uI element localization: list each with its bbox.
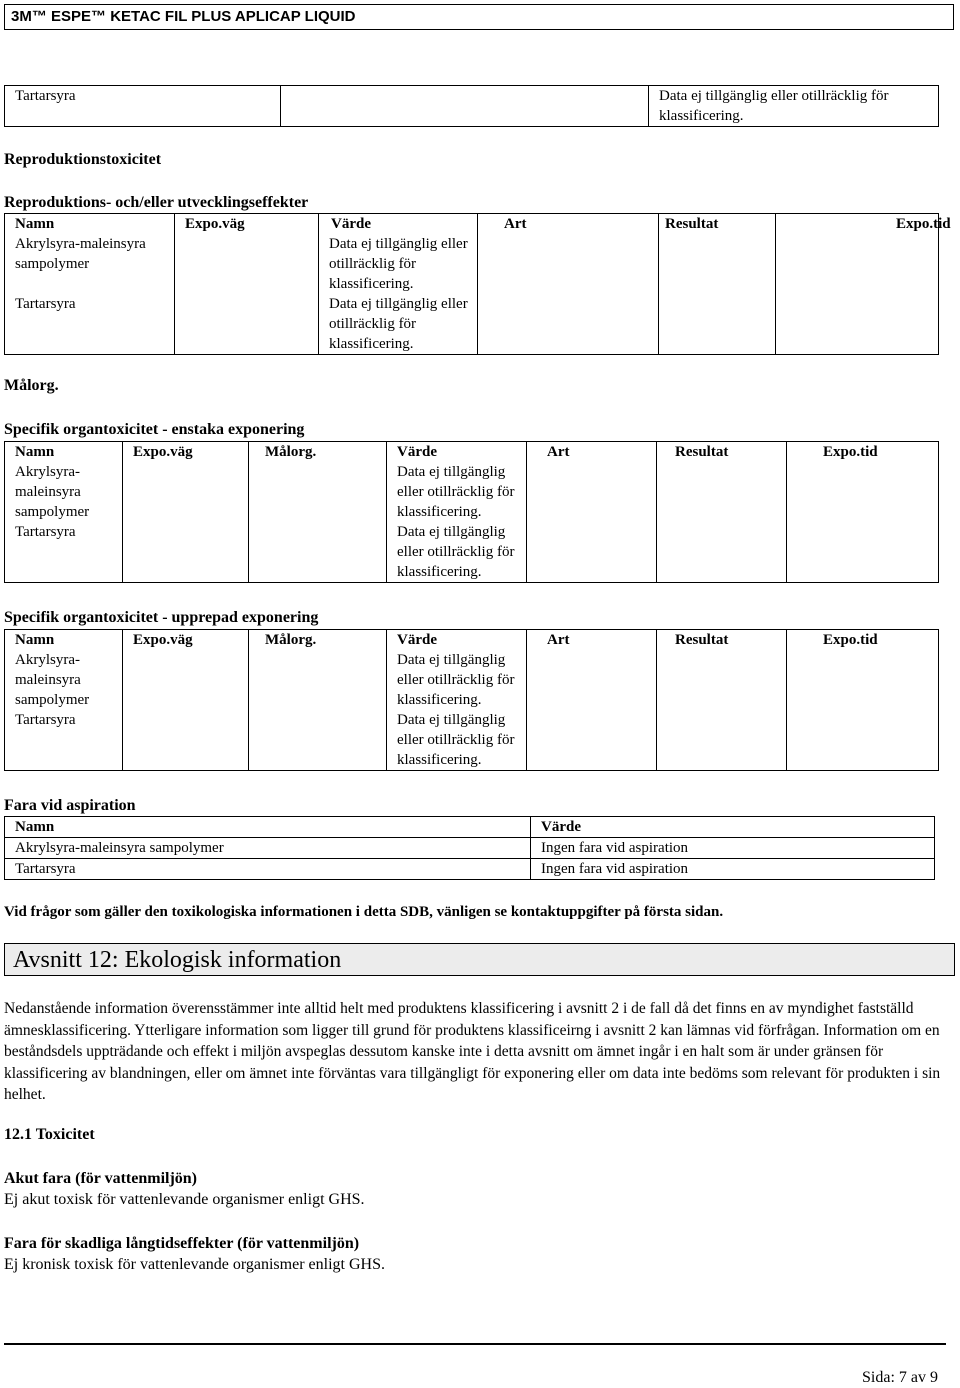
table-row	[5, 86, 939, 127]
col-header: Värde	[531, 817, 935, 838]
table-row	[5, 859, 935, 880]
col-header: Namn	[5, 442, 123, 463]
col-header: Resultat	[659, 214, 776, 235]
repro-table	[4, 213, 951, 355]
col-header: Målorg.	[249, 630, 387, 651]
single-exposure-heading: Specifik organtoxicitet - enstaka exponering	[4, 421, 305, 438]
value-cell: Data ej tillgänglig eller otillräcklig för klassificering.	[387, 710, 527, 771]
document-header: 3M™ ESPE™ KETAC FIL PLUS APLICAP LIQUID	[4, 4, 954, 30]
col-header: Namn	[5, 817, 531, 838]
substance-name: Akrylsyra-maleinsyra sampolymer	[5, 650, 123, 710]
page-number: Sida: 7 av 9	[862, 1369, 938, 1386]
table-row	[5, 462, 939, 522]
repro-heading: Reproduktionstoxicitet	[4, 151, 162, 168]
footer-divider	[4, 1343, 946, 1345]
table-row	[5, 838, 935, 859]
target-organ-heading: Målorg.	[4, 377, 59, 394]
col-header: Namn	[5, 214, 175, 235]
table-row	[5, 234, 939, 294]
value-cell: Data ej tillgänglig eller otillräcklig för klassificering.	[387, 462, 527, 522]
substance-name: Akrylsyra-maleinsyra sampolymer	[5, 234, 175, 294]
toxicity-heading: 12.1 Toxicitet	[4, 1126, 95, 1143]
aspiration-heading: Fara vid aspiration	[4, 797, 136, 814]
col-header: Expo.tid	[776, 214, 939, 235]
substance-name: Akrylsyra-maleinsyra sampolymer	[5, 462, 123, 522]
col-header: Art	[478, 214, 659, 235]
col-header: Expo.väg	[123, 630, 249, 651]
col-header: Art	[527, 442, 657, 463]
value-cell: Ingen fara vid aspiration	[531, 859, 935, 880]
substance-name: Tartarsyra	[5, 86, 281, 127]
substance-name: Tartarsyra	[5, 859, 531, 880]
aspiration-table	[4, 816, 935, 880]
repeated-exposure-heading: Specifik organtoxicitet - upprepad exponering	[4, 609, 319, 626]
table-row	[5, 710, 939, 771]
value-cell: Data ej tillgänglig eller otillräcklig för klassificering.	[649, 86, 939, 127]
table-header-row	[5, 630, 939, 651]
col-header: Namn	[5, 630, 123, 651]
carcinogenicity-continuation-table	[4, 85, 939, 127]
substance-name: Akrylsyra-maleinsyra sampolymer	[5, 838, 531, 859]
value-cell: Data ej tillgänglig eller otillräcklig för klassificering.	[319, 294, 478, 355]
value-cell: Data ej tillgänglig eller otillräcklig för klassificering.	[319, 234, 478, 294]
col-header: Resultat	[657, 630, 787, 651]
repro-subheading: Reproduktions- och/eller utvecklingseffekter	[4, 194, 309, 211]
col-header: Resultat	[657, 442, 787, 463]
col-header: Värde	[387, 442, 527, 463]
acute-hazard-heading: Akut fara (för vattenmiljön)	[4, 1170, 198, 1187]
substance-name: Tartarsyra	[5, 522, 123, 583]
substance-name: Tartarsyra	[5, 710, 123, 771]
value-cell: Data ej tillgänglig eller otillräcklig för klassificering.	[387, 522, 527, 583]
col-header: Art	[527, 630, 657, 651]
value-cell: Ingen fara vid aspiration	[531, 838, 935, 859]
chronic-hazard-text: Ej kronisk toxisk för vattenlevande organismer enligt GHS.	[4, 1256, 385, 1273]
table-header-row	[5, 817, 935, 838]
table-row	[5, 522, 939, 583]
acute-hazard-text: Ej akut toxisk för vattenlevande organismer enligt GHS.	[4, 1191, 365, 1208]
contact-note: Vid frågor som gäller den toxikologiska informationen i detta SDB, vänligen se kontaktuppgifter på första sidan.	[4, 904, 724, 920]
col-header: Expo.väg	[175, 214, 319, 235]
substance-name: Tartarsyra	[5, 294, 175, 355]
value-cell: Data ej tillgänglig eller otillräcklig för klassificering.	[387, 650, 527, 710]
section-12-title: Avsnitt 12: Ekologisk information	[4, 943, 955, 976]
table-row	[5, 650, 939, 710]
col-header: Expo.tid	[787, 630, 939, 651]
repeated-exposure-table	[4, 629, 939, 771]
single-exposure-table	[4, 441, 939, 583]
col-header: Målorg.	[249, 442, 387, 463]
col-header: Värde	[319, 214, 478, 235]
table-row	[5, 294, 939, 355]
table-header-row	[5, 442, 939, 463]
table-header-row	[5, 214, 939, 235]
section-12-intro: Nedanstående information överensstämmer inte alltid helt med produktens klassificering i avsnitt 2 i de fall då det finns en av myndighet fastställd ämnesklassificering. Ytterligare information som ligger till grund för produktens klassificeirng i avsnitt 2 kan lämnas vid förfrågan. Information om en beståndsdels uppträdande och effekt i miljön avspeglas dessutom kanske inte i detta avsnitt om ämnet ingår i en halt som är under gränsen för klassificering av blandningen, eller om ämnet inte förväntas vara tillgängligt för exponering eller om data inte bedöms som relevant för produkten i sin helhet.	[4, 1000, 941, 1103]
col-header: Värde	[387, 630, 527, 651]
col-header: Expo.tid	[787, 442, 939, 463]
chronic-hazard-heading: Fara för skadliga långtidseffekter (för vattenmiljön)	[4, 1235, 360, 1252]
col-header: Expo.väg	[123, 442, 249, 463]
